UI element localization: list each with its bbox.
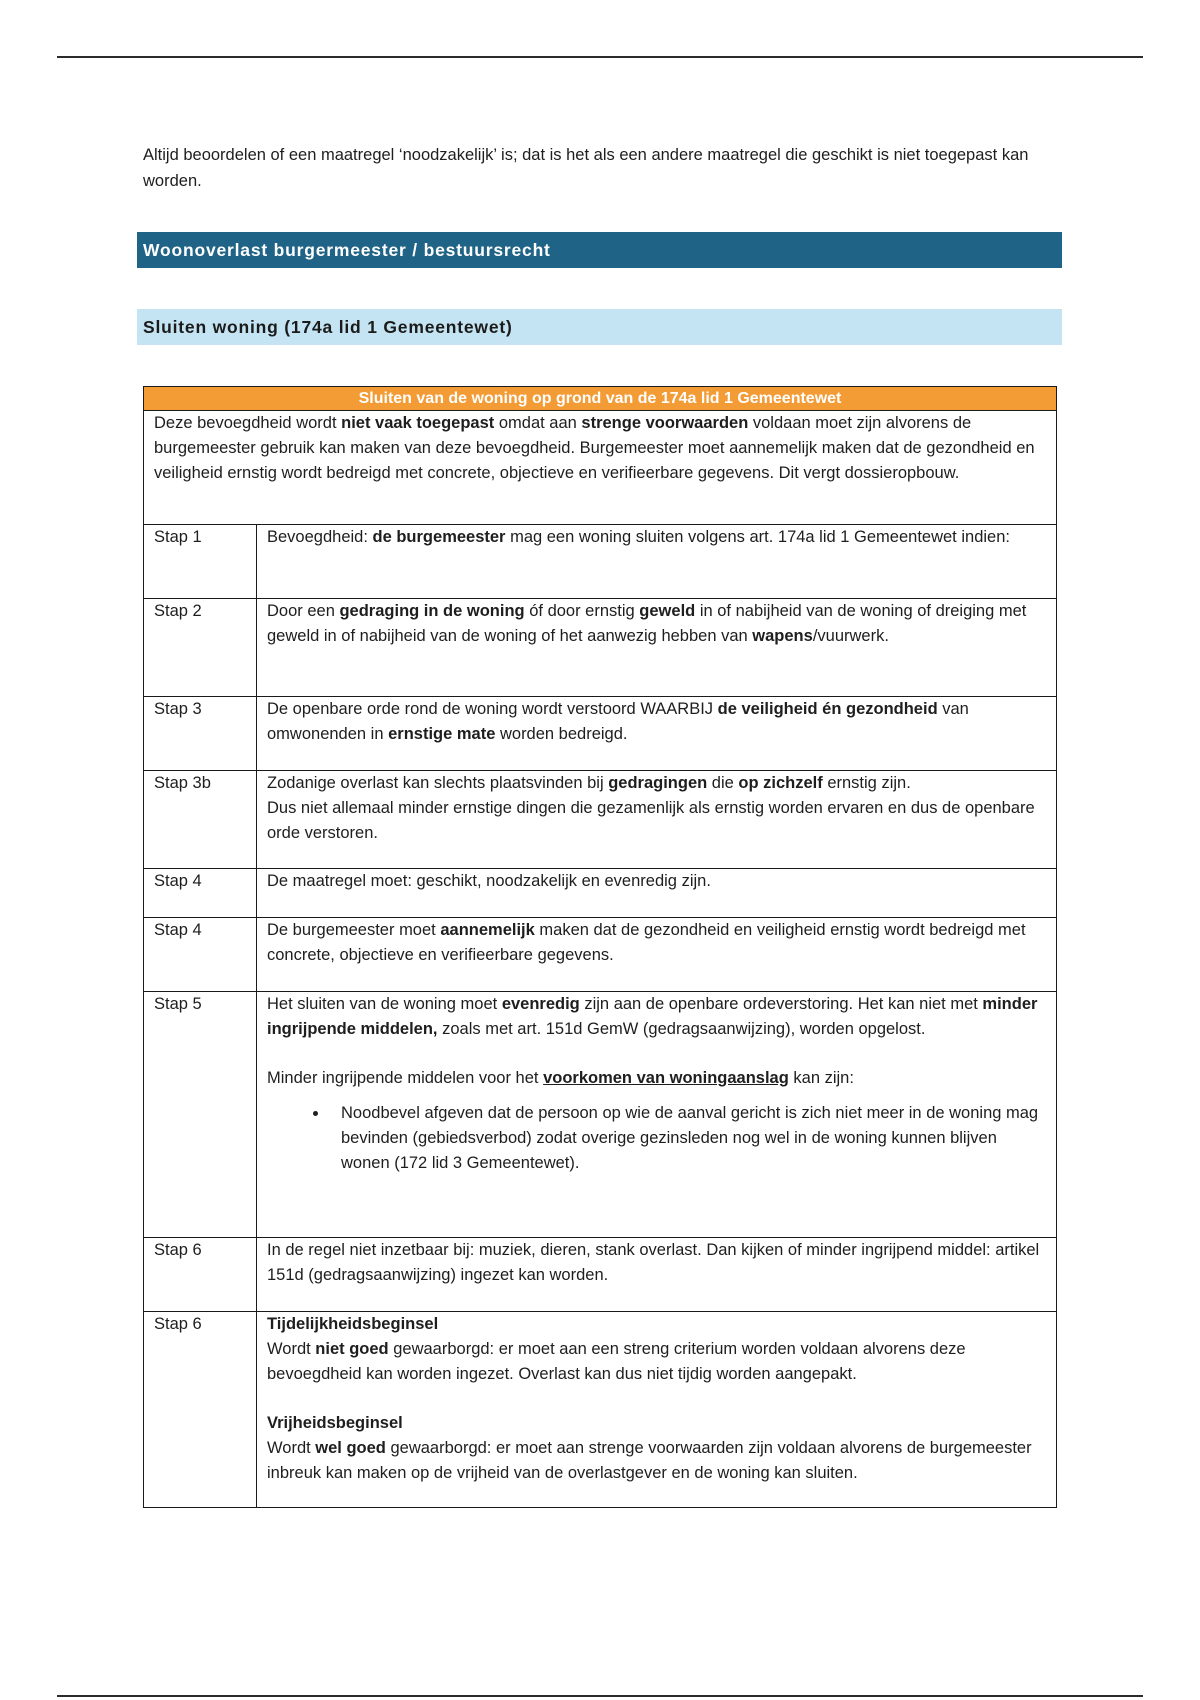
step-label: Stap 4 [144, 918, 257, 992]
step-label: Stap 4 [144, 869, 257, 918]
step-label: Stap 6 [144, 1312, 257, 1508]
step-label: Stap 3 [144, 697, 257, 771]
step-content: De maatregel moet: geschikt, noodzakelijk en evenredig zijn. [257, 869, 1057, 918]
top-rule [57, 56, 1143, 58]
list-item: • Noodbevel afgeven dat de persoon op wie de aanval gericht is zich niet meer in de woning mag bevinden (gebiedsverbod) zodat overige gezinsleden nog wel in de woning kunnen blijven wonen (172 lid 3 Gemeentewet). [329, 1101, 1048, 1176]
step-content: Tijdelijkheidsbeginsel Wordt niet goed gewaarborgd: er moet aan een streng criterium worden voldaan alvorens deze bevoegdheid kan worden ingezet. Overlast kan dus niet tijdig worden aangepakt. Vrijheidsbeginsel Wordt wel goed gewaarborgd: er moet aan strenge voorwaarden zijn voldaan alvorens de burgemeester inbreuk kan maken op de vrijheid van de overlastgever en de woning kan sluiten. [257, 1312, 1057, 1508]
section-heading [137, 232, 1062, 268]
section-heading-text: Woonoverlast burgermeester / bestuursrecht [143, 239, 551, 260]
step-content: Bevoegdheid: de burgemeester mag een woning sluiten volgens art. 174a lid 1 Gemeentewet indien: [257, 525, 1057, 599]
step-content: Het sluiten van de woning moet evenredig zijn aan de openbare ordeverstoring. Het kan niet met minder ingrijpende middelen, zoals met art. 151d GemW (gedragsaanwijzing), worden opgelost. Minder ingrijpende middelen voor het voorkomen van woningaanslag kan zijn: • Noodbevel afgeven dat de persoon op wie de aanval gericht is zich niet meer in de woning mag bevinden (gebiedsverbod) zodat overige gezinsleden nog wel in de woning kunnen blijven wonen (172 lid 3 Gemeentewet). [257, 992, 1057, 1238]
step-label: Stap 3b [144, 771, 257, 869]
step-content: Door een gedraging in de woning óf door ernstig geweld in of nabijheid van de woning of dreiging met geweld in of nabijheid van de woning of het aanwezig hebben van wapens/vuurwerk. [257, 599, 1057, 697]
table-row [144, 918, 1057, 992]
table-intro-text: Deze bevoegdheid wordt niet vaak toegepast omdat aan strenge voorwaarden voldaan moet zijn alvorens de burgemeester gebruik kan maken van deze bevoegdheid. Burgemeester moet aannemelijk maken dat de gezondheid en veiligheid ernstig wordt bedreigd met concrete, objectieve en verifieerbare gegevens. Dit vergt dossieropbouw. [154, 414, 1035, 482]
subsection-heading-text: Sluiten woning (174a lid 1 Gemeentewet) [143, 316, 513, 337]
table-intro-cell [144, 411, 1057, 525]
step-label: Stap 6 [144, 1238, 257, 1312]
table-row [144, 1238, 1057, 1312]
table-row [144, 869, 1057, 918]
table-header: Sluiten van de woning op grond van de 174a lid 1 Gemeentewet [144, 387, 1057, 411]
table-row [144, 525, 1057, 599]
table-row [144, 599, 1057, 697]
bottom-rule [57, 1695, 1143, 1697]
step-content: De openbare orde rond de woning wordt verstoord WAARBIJ de veiligheid én gezondheid van omwonenden in ernstige mate worden bedreigd. [257, 697, 1057, 771]
step-label: Stap 2 [144, 599, 257, 697]
table-row [144, 992, 1057, 1238]
subsection-heading [137, 309, 1062, 345]
table-header-row [144, 387, 1057, 411]
step-content: In de regel niet inzetbaar bij: muziek, dieren, stank overlast. Dan kijken of minder ingrijpend middel: artikel 151d (gedragsaanwijzing) ingezet kan worden. [257, 1238, 1057, 1312]
steps-table [143, 386, 1057, 1508]
step-label: Stap 1 [144, 525, 257, 599]
table-row [144, 1312, 1057, 1508]
intro-paragraph: Altijd beoordelen of een maatregel ‘noodzakelijk’ is; dat is het als een andere maatregel die geschikt is niet toegepast kan worden. [143, 146, 1029, 190]
table-row [144, 771, 1057, 869]
step-label: Stap 5 [144, 992, 257, 1238]
bullet-list [267, 1101, 1048, 1176]
table-row [144, 697, 1057, 771]
table-intro-row [144, 411, 1057, 525]
step-content: De burgemeester moet aannemelijk maken dat de gezondheid en veiligheid ernstig wordt bedreigd met concrete, objectieve en verifieerbare gegevens. [257, 918, 1057, 992]
step-content: Zodanige overlast kan slechts plaatsvinden bij gedragingen die op zichzelf ernstig zijn. Dus niet allemaal minder ernstige dingen die gezamenlijk als ernstig worden ervaren en dus de openbare orde verstoren. [257, 771, 1057, 869]
